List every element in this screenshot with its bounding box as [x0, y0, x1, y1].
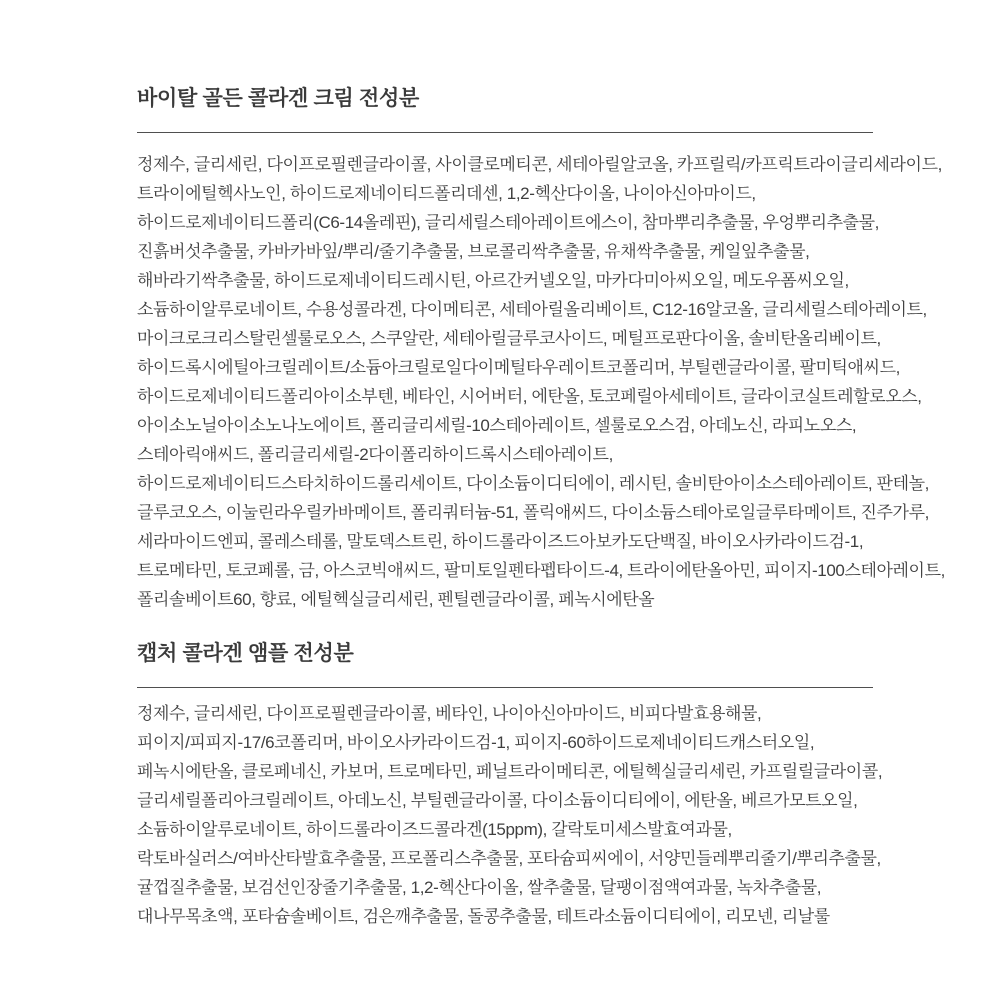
ingredient-line: 페녹시에탄올, 클로페네신, 카보머, 트로메타민, 페닐트라이메티콘, 에틸헥실글리세린, 카프릴릴글라이콜,: [137, 762, 883, 781]
ingredient-line: 마이크로크리스탈린셀룰로오스, 스쿠알란, 세테아릴글루코사이드, 메틸프로판다이올, 솔비탄올리베이트,: [137, 329, 881, 348]
ingredient-line: 세라마이드엔피, 콜레스테롤, 말토덱스트린, 하이드롤라이즈드아보카도단백질, 바이오사카라이드검-1,: [137, 532, 864, 551]
section-title-cream: 바이탈 골든 콜라겐 크림 전성분: [137, 87, 419, 110]
ingredient-line: 하이드로제네이티드폴리아이소부텐, 베타인, 시어버터, 에탄올, 토코페릴아세테이트, 글라이코실트레할로오스,: [137, 387, 922, 406]
ingredient-line: 트라이에틸헥사노인, 하이드로제네이티드폴리데센, 1,2-헥산다이올, 나이아신아마이드,: [137, 184, 756, 203]
ingredient-line: 글리세릴폴리아크릴레이트, 아데노신, 부틸렌글라이콜, 다이소듐이디티에이, 에탄올, 베르가모트오일,: [137, 791, 858, 810]
ingredient-line: 해바라기싹추출물, 하이드로제네이티드레시틴, 아르간커넬오일, 마카다미아씨오일, 메도우폼씨오일,: [137, 271, 849, 290]
ingredient-line: 대나무목초액, 포타슘솔베이트, 검은깨추출물, 돌콩추출물, 테트라소듐이디티에이, 리모넨, 리날룰: [137, 907, 830, 926]
ingredient-line: 하이드로제네이티드폴리(C6-14올레핀), 글리세릴스테아레이트에스이, 참마뿌리추출물, 우엉뿌리추출물,: [137, 213, 879, 232]
ingredient-line: 피이지/피피지-17/6코폴리머, 바이오사카라이드검-1, 피이지-60하이드로제네이티드캐스터오일,: [137, 733, 815, 752]
ingredient-line: 하이드로제네이티드스타치하이드롤리세이트, 다이소듐이디티에이, 레시틴, 솔비탄아이소스테아레이트, 판테놀,: [137, 474, 929, 493]
section-title-ampoule: 캡처 콜라겐 앰플 전성분: [137, 642, 354, 665]
ingredient-line: 아이소노닐아이소노나노에이트, 폴리글리세릴-10스테아레이트, 셀룰로오스검, 아데노신, 라피노오스,: [137, 416, 857, 435]
ingredient-line: 하이드록시에틸아크릴레이트/소듐아크릴로일다이메틸타우레이트코폴리머, 부틸렌글라이콜, 팔미틱애씨드,: [137, 358, 900, 377]
ingredient-line: 락토바실러스/여바산타발효추출물, 프로폴리스추출물, 포타슘피씨에이, 서양민들레뿌리줄기/뿌리추출물,: [137, 849, 881, 868]
ingredient-line: 트로메타민, 토코페롤, 금, 아스코빅애씨드, 팔미토일펜타펩타이드-4, 트라이에탄올아민, 피이지-100스테아레이트,: [137, 561, 945, 580]
ingredient-line: 소듐하이알루로네이트, 수용성콜라겐, 다이메티콘, 세테아릴올리베이트, C12-16알코올, 글리세릴스테아레이트,: [137, 300, 927, 319]
ingredient-line: 정제수, 글리세린, 다이프로필렌글라이콜, 사이클로메티콘, 세테아릴알코올, 카프릴릭/카프릭트라이글리세라이드,: [137, 155, 942, 174]
ingredient-list-ampoule: [137, 699, 882, 931]
section-divider-cream: [137, 132, 873, 133]
ingredient-line: 글루코오스, 이눌린라우릴카바메이트, 폴리쿼터늄-51, 폴릭애씨드, 다이소듐스테아로일글루타메이트, 진주가루,: [137, 503, 929, 522]
ingredient-line: 진흙버섯추출물, 카바카바잎/뿌리/줄기추출물, 브로콜리싹추출물, 유채싹추출물, 케일잎추출물,: [137, 242, 810, 261]
ingredient-line: 소듐하이알루로네이트, 하이드롤라이즈드콜라겐(15ppm), 갈락토미세스발효여과물,: [137, 820, 732, 839]
ingredient-list-cream: [137, 150, 945, 614]
ingredient-line: 귤껍질추출물, 보검선인장줄기추출물, 1,2-헥산다이올, 쌀추출물, 달팽이점액여과물, 녹차추출물,: [137, 878, 822, 897]
ingredient-line: 스테아릭애씨드, 폴리글리세릴-2다이폴리하이드록시스테아레이트,: [137, 445, 613, 464]
section-divider-ampoule: [137, 687, 873, 688]
ingredient-line: 폴리솔베이트60, 향료, 에틸헥실글리세린, 펜틸렌글라이콜, 페녹시에탄올: [137, 590, 655, 609]
ingredient-line: 정제수, 글리세린, 다이프로필렌글라이콜, 베타인, 나이아신아마이드, 비피다발효용해물,: [137, 704, 762, 723]
